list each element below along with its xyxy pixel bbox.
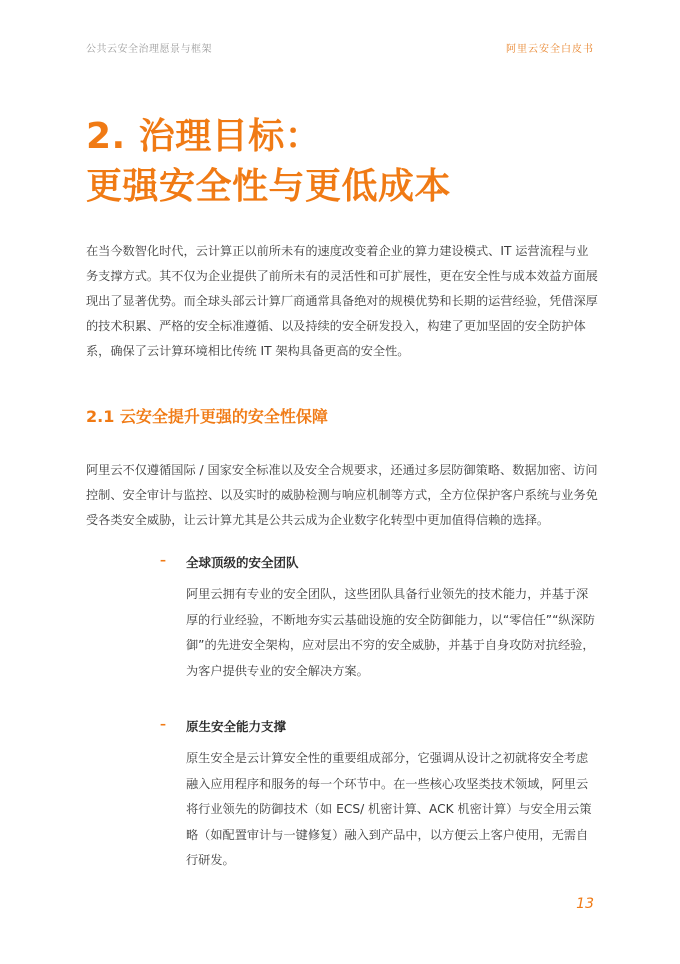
running-header-title: 公共云安全治理愿景与框架 — [86, 44, 212, 55]
bullet-heading-2: 原生安全能力支撑 — [186, 719, 287, 734]
chapter-title-line-1: 2. 治理目标： — [86, 116, 322, 157]
bullet-body-1: 阿里云拥有专业的安全团队，这些团队具备行业领先的技术能力，并基于深厚的行业经验，不断地夯实云基础设施的安全防御能力，以“零信任”“纵深防御”的先进安全架构，应对层出不穷的安全威胁，并基于自身攻防对抗经验，为客户提供专业的安全解决方案。 — [186, 587, 595, 678]
chapter-title — [86, 112, 451, 212]
bullet-dash-1: – — [160, 553, 166, 567]
section-heading: 2.1 云安全提升更强的安全性保障 — [86, 407, 328, 426]
bullet-heading-1: 全球顶级的安全团队 — [186, 555, 299, 570]
page-number: 13 — [576, 896, 594, 912]
running-header-doc-name: 阿里云安全白皮书 — [506, 44, 594, 55]
intro-paragraph: 在当今数智化时代，云计算正以前所未有的速度改变着企业的算力建设模式、IT 运营流程与业务支撑方式。其不仅为企业提供了前所未有的灵活性和可扩展性，更在安全性与成本效益方面展现出了显著优势。而全球头部云计算厂商通常具备绝对的规模优势和长期的运营经验，凭借深厚的技术积累、严格的安全标准遵循、以及持续的安全研发投入，构建了更加坚固的安全防护体系，确保了云计算环境相比传统 IT 架构具备更高的安全性。 — [86, 244, 598, 358]
bullet-body-2: 原生安全是云计算安全性的重要组成部分，它强调从设计之初就将安全考虑融入应用程序和服务的每一个环节中。在一些核心攻坚类技术领域，阿里云将行业领先的防御技术（如 ECS/ 机密计算、ACK 机密计算）与安全用云策略（如配置审计与一键修复）融入到产品中，以方便云上客户使用，无需自行研发。 — [186, 751, 592, 867]
chapter-title-line-2: 更强安全性与更低成本 — [86, 166, 452, 207]
bullet-dash-2: – — [160, 717, 166, 731]
section-paragraph: 阿里云不仅遵循国际 / 国家安全标准以及安全合规要求，还通过多层防御策略、数据加密、访问控制、安全审计与监控、以及实时的威胁检测与响应机制等方式，全方位保护客户系统与业务免受各类安全威胁，让云计算尤其是公共云成为企业数字化转型中更加值得信赖的选择。 — [86, 463, 598, 527]
